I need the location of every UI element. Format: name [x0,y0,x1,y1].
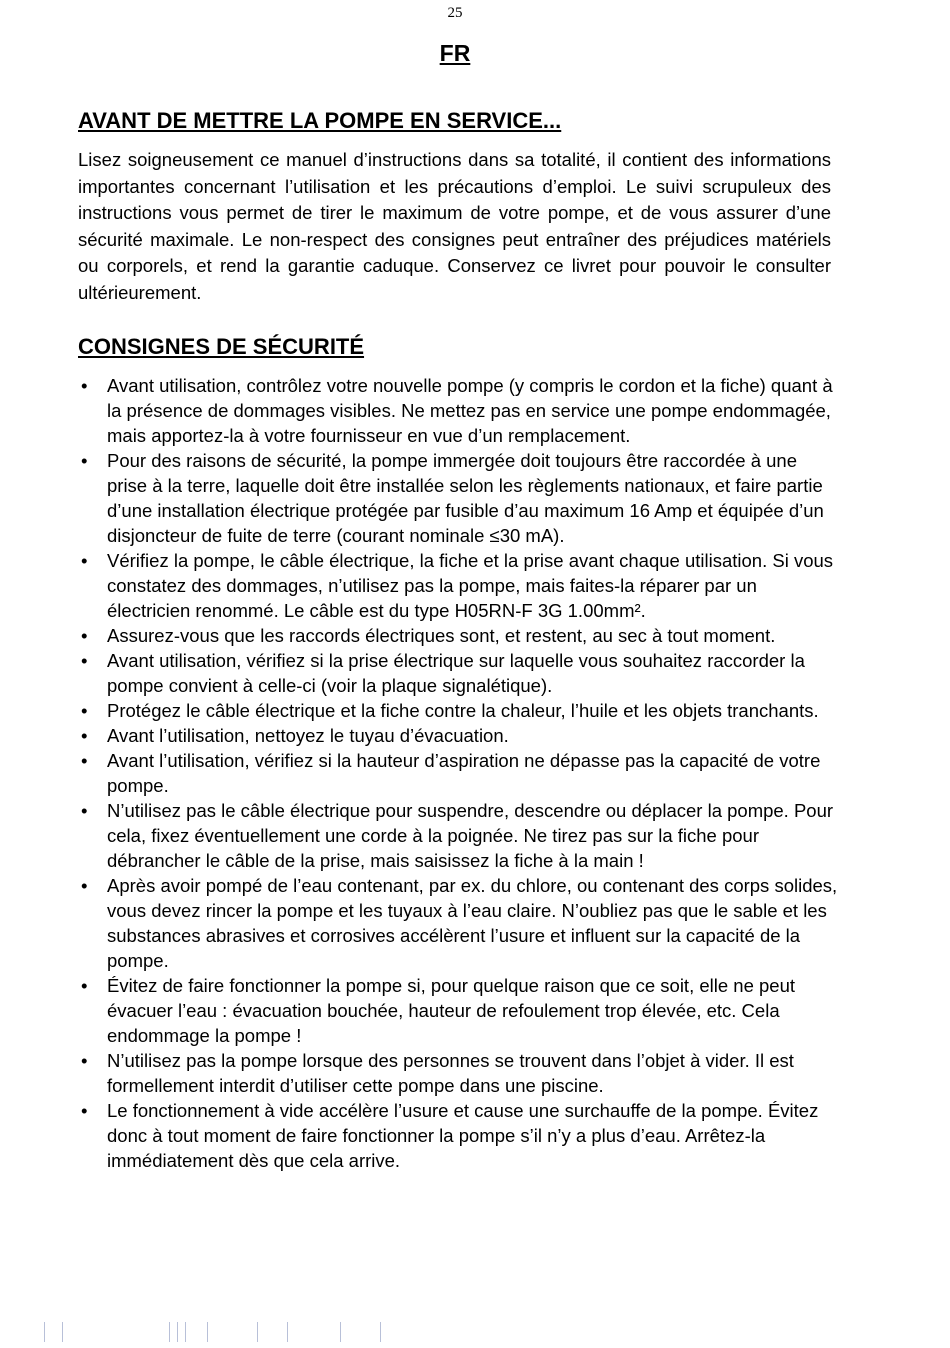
bullet-icon: • [81,875,88,896]
list-item-text: Avant l’utilisation, nettoyez le tuyau d’évacuation. [107,725,509,746]
list-item [78,798,838,873]
intro-paragraph: Lisez soigneusement ce manuel d’instructions dans sa totalité, il contient des informations importantes concernant l’utilisation et les précautions d’emploi. Le suivi scrupuleux des instructions vous permet de tirer le maximum de votre pompe, et de vous assurer d’une sécurité maximale. Le non-respect des consignes peut entraîner des préjudices matériels ou corporels, et rend la garantie caduque. Conservez ce livret pour pouvoir le consulter ultérieurement. [78,149,831,303]
list-item [78,748,838,798]
list-item-text: Pour des raisons de sécurité, la pompe immergée doit toujours être raccordée à une prise à la terre, laquelle doit être installée selon les règlements nationaux, et faire partie d’une installation électrique protégée par fusible d’au maximum 16 Amp et équipée d’un disjoncteur de fuite de terre (courant nominale ≤30 mA). [107,450,824,546]
safety-list [78,373,838,1173]
list-item-text: Avant l’utilisation, vérifiez si la hauteur d’aspiration ne dépasse pas la capacité de votre pompe. [107,750,821,796]
list-item-text: N’utilisez pas la pompe lorsque des personnes se trouvent dans l’objet à vider. Il est formellement interdit d’utiliser cette pompe dans une piscine. [107,1050,794,1096]
page-number: 25 [447,5,463,21]
list-item-text: N’utilisez pas le câble électrique pour suspendre, descendre ou déplacer la pompe. Pour cela, fixez éventuellement une corde à la poignée. Ne tirez pas sur la fiche pour débrancher le câble de la prise, mais saisissez la fiche à la main ! [107,800,834,871]
bullet-icon: • [81,750,88,771]
section-title-safety: CONSIGNES DE SÉCURITÉ [78,334,365,359]
list-item [78,373,838,448]
bullet-icon: • [81,1050,88,1071]
bullet-icon: • [81,550,88,571]
list-item-text: Protégez le câble électrique et la fiche contre la chaleur, l’huile et les objets tranchants. [107,700,819,721]
list-item-text: Le fonctionnement à vide accélère l’usure et cause une surchauffe de la pompe. Évitez donc à tout moment de faire fonctionner la pompe s’il n’y a plus d’eau. Arrêtez-la immédiatement dès que cela arrive. [107,1100,819,1171]
bullet-icon: • [81,1100,88,1121]
bullet-icon: • [81,800,88,821]
scan-marks [44,1322,444,1344]
bullet-icon: • [81,375,88,396]
list-item-text: Avant utilisation, vérifiez si la prise électrique sur laquelle vous souhaitez raccorder la pompe convient à celle-ci (voir la plaque signalétique). [107,650,805,696]
bullet-icon: • [81,650,88,671]
list-item-text: Évitez de faire fonctionner la pompe si, pour quelque raison que ce soit, elle ne peut évacuer l’eau : évacuation bouchée, hauteur de refoulement trop élevée, etc. Cela endommage la pompe ! [107,975,796,1046]
list-item-text: Assurez-vous que les raccords électriques sont, et restent, au sec à tout moment. [107,625,776,646]
language-heading: FR [439,40,471,66]
list-item [78,448,838,548]
list-item-text: Vérifiez la pompe, le câble électrique, la fiche et la prise avant chaque utilisation. Si vous constatez des dommages, n’utilisez pas la pompe, mais faites-la réparer par un électricien renommé. Le câble est du type H05RN-F 3G 1.00mm². [107,550,834,621]
bullet-icon: • [81,700,88,721]
bullet-icon: • [81,450,88,471]
list-item [78,698,838,723]
section-title-before-use: AVANT DE METTRE LA POMPE EN SERVICE... [78,108,562,133]
list-item-text: Après avoir pompé de l’eau contenant, par ex. du chlore, ou contenant des corps solides, vous devez rincer la pompe et les tuyaux à l’eau claire. N’oubliez pas que le sable et les substances abrasives et corrosives accélèrent l’usure et influent sur la capacité de la pompe. [107,875,838,971]
list-item [78,1098,838,1173]
list-item [78,973,838,1048]
list-item [78,1048,838,1098]
list-item [78,548,838,623]
bullet-icon: • [81,625,88,646]
list-item [78,873,838,973]
list-item [78,648,838,698]
list-item-text: Avant utilisation, contrôlez votre nouvelle pompe (y compris le cordon et la fiche) quant à la présence de dommages visibles. Ne mettez pas en service une pompe endommagée, mais apportez-la à votre fournisseur en vue d’un remplacement. [107,375,833,446]
list-item [78,723,838,748]
bullet-icon: • [81,975,88,996]
bullet-icon: • [81,725,88,746]
list-item [78,623,838,648]
